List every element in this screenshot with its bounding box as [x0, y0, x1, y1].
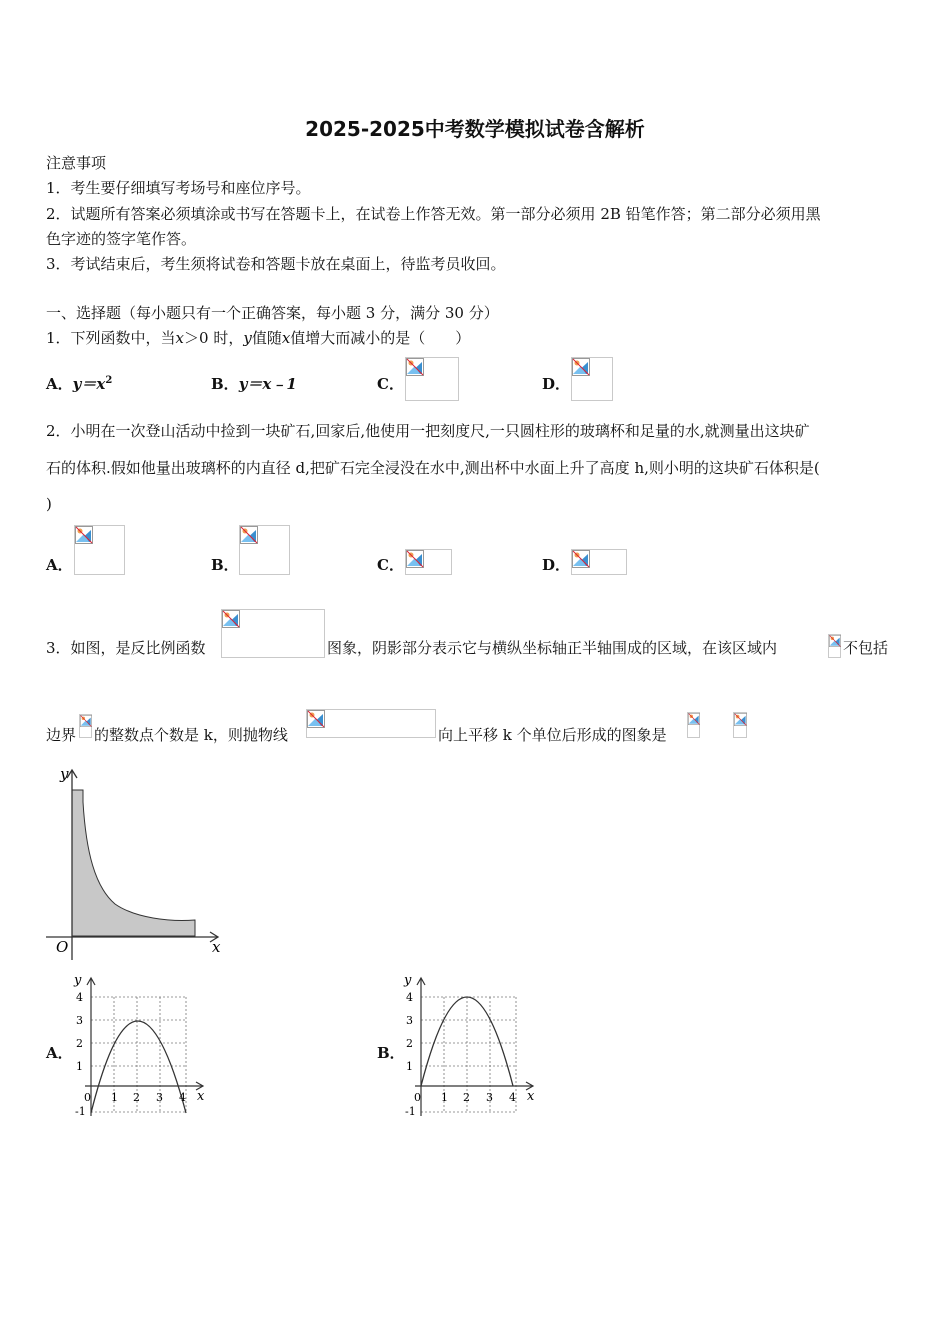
broken-image-icon: [80, 715, 92, 727]
y-tick-label: 3: [76, 1014, 83, 1027]
q2-option-d-label: D．: [542, 556, 571, 574]
origin-label: O: [56, 938, 69, 956]
question-3-text: 向上平移 k 个单位后形成的图象是: [438, 726, 667, 744]
q2-option-b-image: [239, 525, 290, 575]
y-tick-label: 2: [406, 1037, 413, 1050]
question-2-line: 2．小明在一次登山活动中捡到一块矿石,回家后,他使用一把刻度尺,一只圆柱形的玻璃杯和足量的水,就测量出这块矿: [46, 422, 810, 440]
x-tick-label: 0: [414, 1091, 421, 1104]
question-2-line: ): [46, 495, 52, 513]
q2-option-d-image: [571, 549, 627, 575]
y-axis-label: y: [74, 973, 82, 988]
q3-option-b-graph: [400, 972, 550, 1122]
notice-item: 2．试题所有答案必须填涂或书写在答题卡上，在试卷上作答无效。第一部分必须用 2B 铅笔作答；第二部分必须用黑: [46, 205, 821, 223]
section-heading: 一、选择题（每小题只有一个正确答案，每小题 3 分，满分 30 分）: [46, 304, 499, 322]
notice-item: 3．考试结束后，考生须将试卷和答题卡放在桌面上，待监考员收回。: [46, 255, 506, 273]
q3-inline-image: [733, 712, 747, 738]
q3-option-a-label: A．: [46, 1044, 73, 1062]
notice-item: 1．考生要仔细填写考场号和座位序号。: [46, 179, 311, 197]
y-axis-label: y: [60, 765, 69, 783]
y-tick-label: 4: [76, 991, 83, 1004]
q2-option-a-image: [74, 525, 125, 575]
x-axis-label: x: [527, 1089, 535, 1104]
question-3-text: 不包括: [843, 639, 889, 657]
question-3-text: 的整数点个数是 k，则抛物线: [94, 726, 288, 744]
question-3-text: 边界: [46, 726, 77, 744]
q1-option-c-image: [405, 357, 459, 401]
broken-image-icon: [572, 550, 590, 568]
q2-option-c-image: [405, 549, 452, 575]
q1-option-b: B．y＝x﹣1: [211, 375, 297, 393]
q3-inline-image: [79, 714, 92, 738]
question-1-stem: 1．下列函数中，当x＞0 时，y值随x值增大而减小的是（ ）: [46, 329, 471, 347]
y-tick-label: -1: [405, 1105, 416, 1118]
q1-option-d-label: D．: [542, 375, 571, 393]
shaded-region: [72, 790, 195, 936]
broken-image-icon: [75, 526, 93, 544]
x-tick-label: 4: [509, 1091, 516, 1104]
question-3-text: 图象，阴影部分表示它与横纵坐标轴正半轴围成的区域，在该区域内: [327, 639, 778, 657]
q1-option-a: A．$y=x^2$: [46, 375, 113, 393]
q3-inline-image: [687, 712, 700, 738]
y-tick-label: -1: [75, 1105, 86, 1118]
y-tick-label: 1: [76, 1060, 83, 1073]
page-title: 2025-2025中考数学模拟试卷含解析: [305, 117, 645, 141]
x-tick-label: 0: [84, 1091, 91, 1104]
broken-image-icon: [734, 713, 747, 726]
broken-image-icon: [406, 550, 424, 568]
x-tick-label: 2: [133, 1091, 140, 1104]
notice-item: 色字迹的签字笔作答。: [46, 230, 197, 248]
q3-function-image: [221, 609, 325, 658]
broken-image-icon: [240, 526, 258, 544]
q3-inline-image: [828, 634, 841, 658]
q1-option-c-label: C．: [377, 375, 404, 393]
y-tick-label: 4: [406, 991, 413, 1004]
q3-parabola-image: [306, 709, 436, 738]
x-tick-label: 1: [111, 1091, 118, 1104]
q3-figure: [40, 762, 230, 962]
question-3-text: 3．如图，是反比例函数: [46, 639, 206, 657]
question-2-line: 石的体积.假如他量出玻璃杯的内直径 d,把矿石完全浸没在水中,测出杯中水面上升了高度 h,则小明的这块矿石体积是(: [46, 459, 820, 477]
x-tick-label: 2: [463, 1091, 470, 1104]
q3-option-a-graph: [70, 972, 220, 1122]
y-tick-label: 1: [406, 1060, 413, 1073]
q2-option-c-label: C．: [377, 556, 404, 574]
broken-image-icon: [572, 358, 590, 376]
broken-image-icon: [688, 713, 700, 725]
y-tick-label: 3: [406, 1014, 413, 1027]
q1-option-d-image: [571, 357, 613, 401]
broken-image-icon: [307, 710, 325, 728]
q2-option-b-label: B．: [211, 556, 239, 574]
x-tick-label: 3: [486, 1091, 493, 1104]
y-axis-label: y: [404, 973, 412, 988]
broken-image-icon: [406, 358, 424, 376]
q3-option-b-label: B．: [377, 1044, 405, 1062]
x-tick-label: 1: [441, 1091, 448, 1104]
broken-image-icon: [222, 610, 240, 628]
x-tick-label: 3: [156, 1091, 163, 1104]
broken-image-icon: [829, 635, 841, 647]
q2-option-a-label: A．: [46, 556, 73, 574]
x-axis-label: x: [197, 1089, 205, 1104]
y-tick-label: 2: [76, 1037, 83, 1050]
x-axis-label: x: [212, 938, 221, 956]
notice-heading: 注意事项: [46, 154, 107, 172]
x-tick-label: 4: [179, 1091, 186, 1104]
